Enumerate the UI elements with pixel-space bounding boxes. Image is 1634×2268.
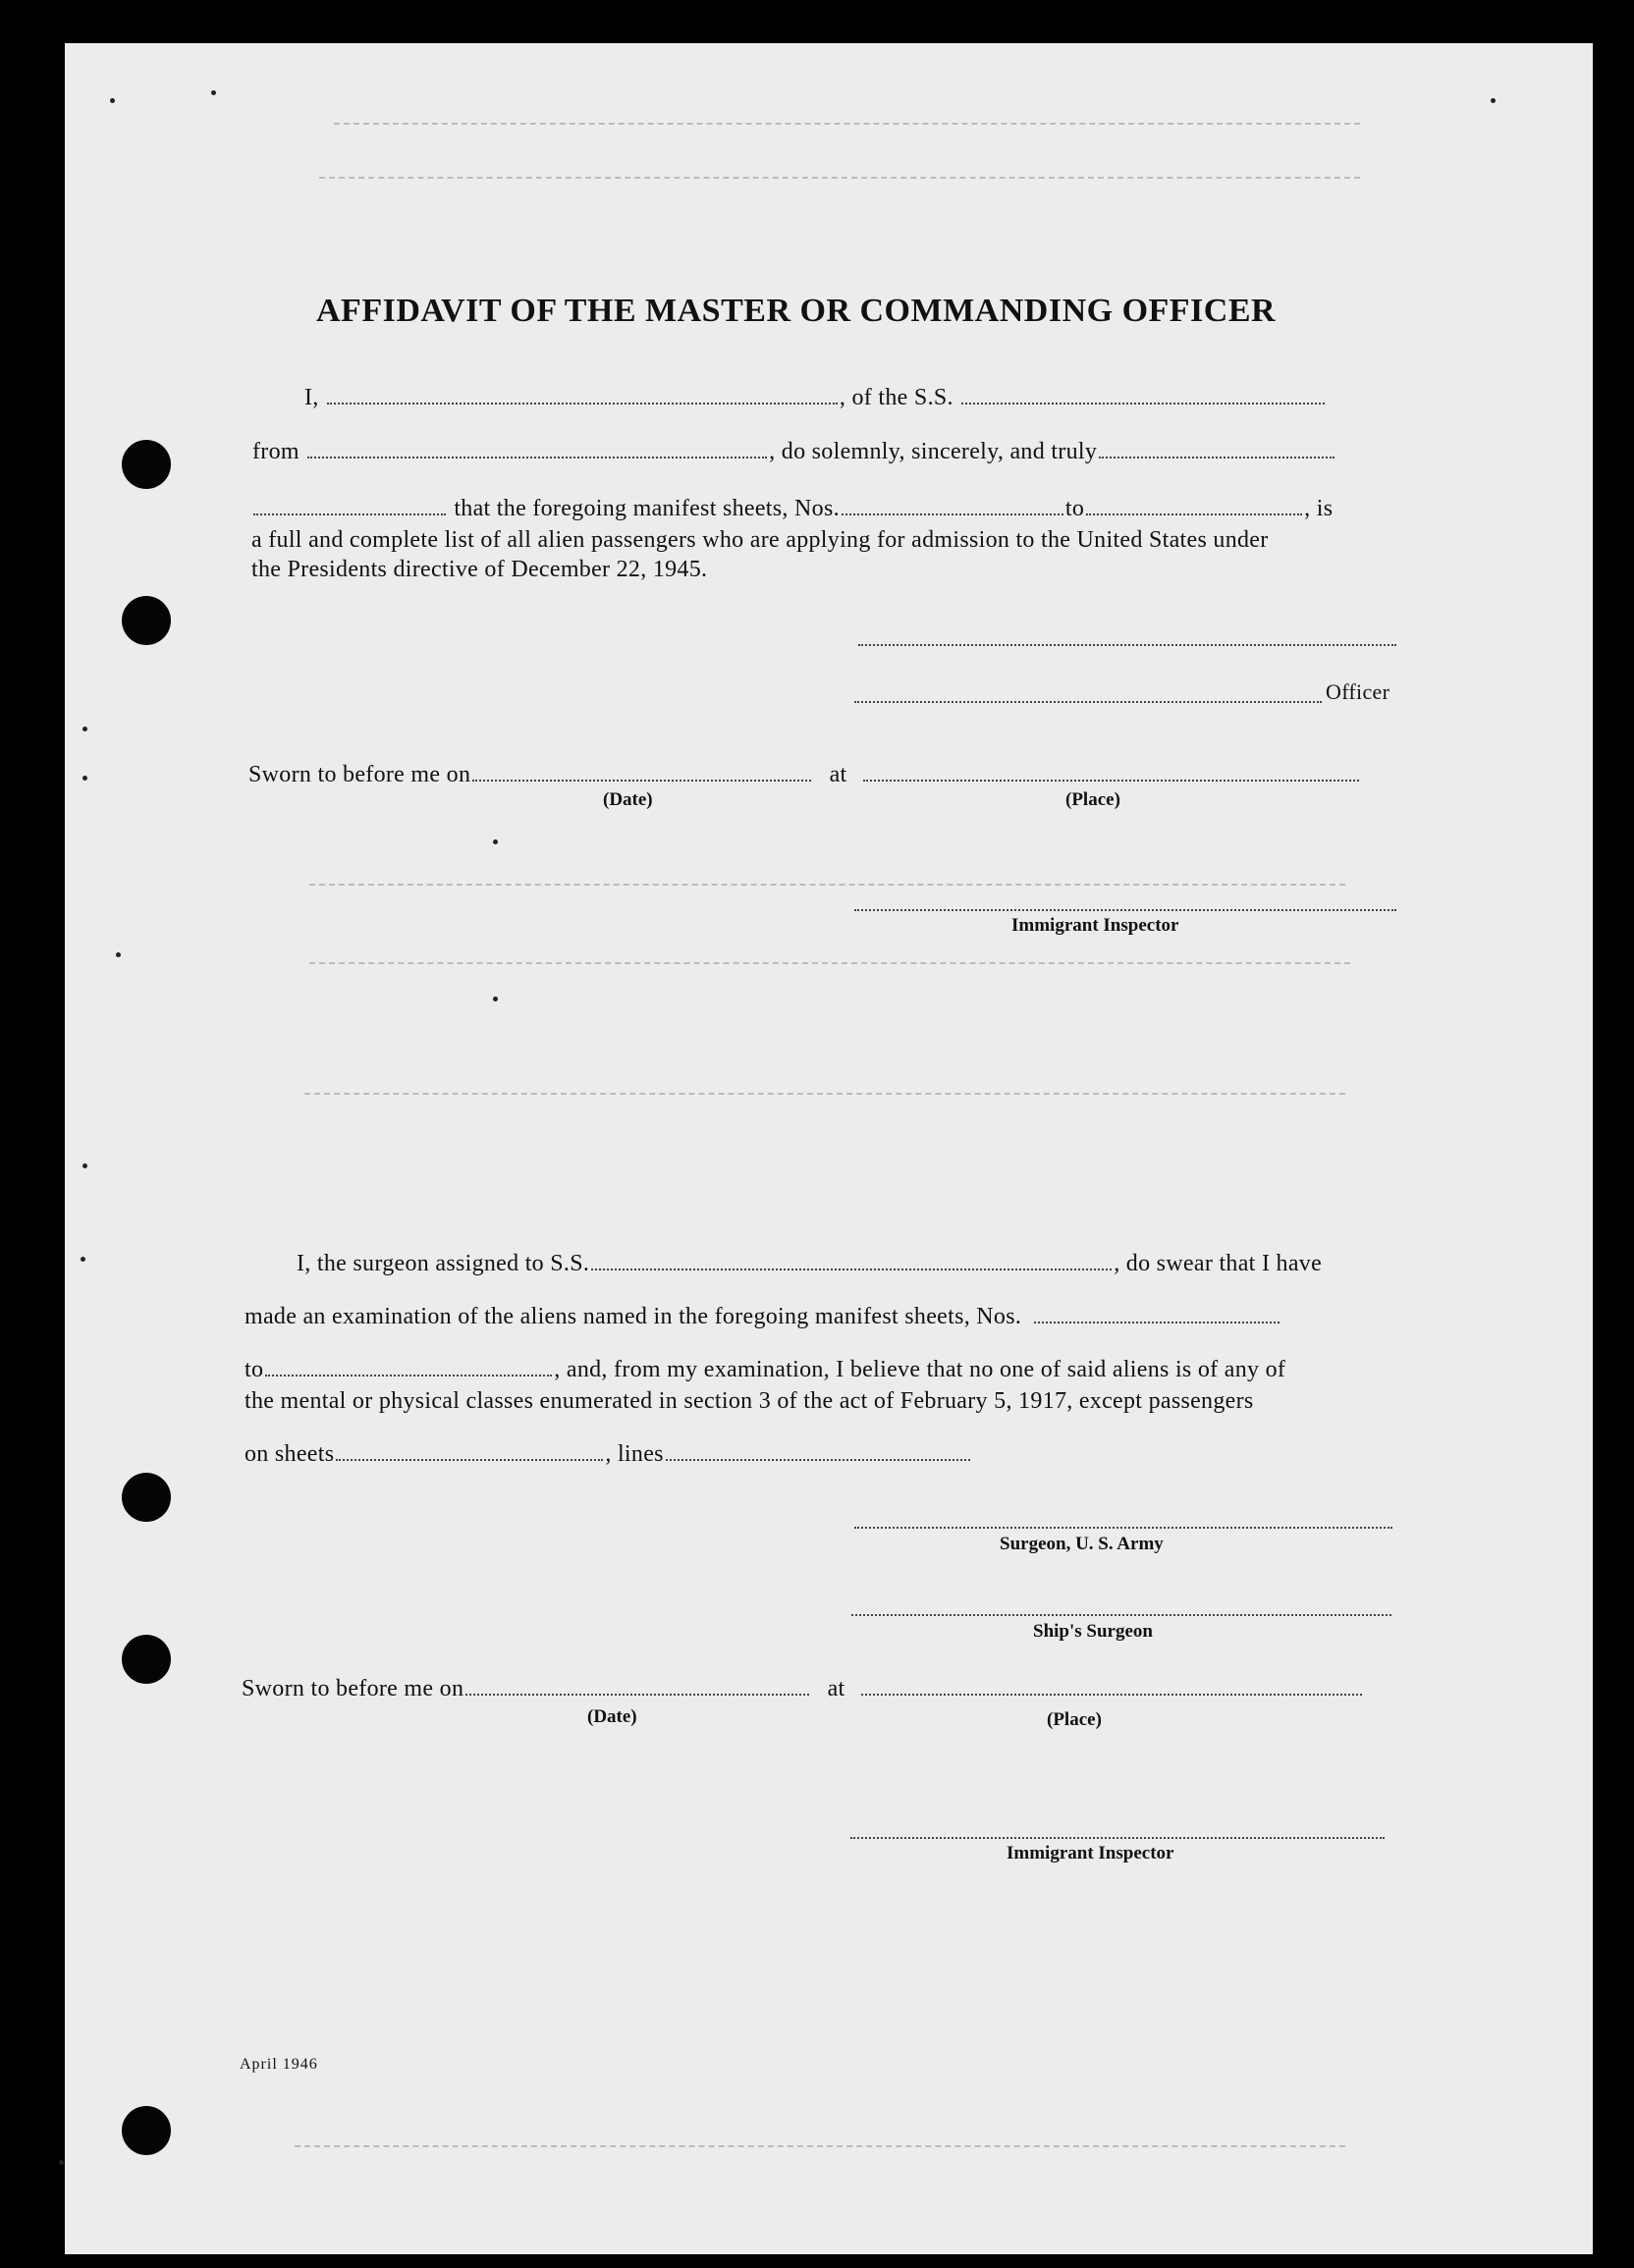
master-line-3-mid: to bbox=[1064, 496, 1085, 521]
surgeon-sworn-line bbox=[242, 1676, 1364, 1702]
speck bbox=[59, 2160, 64, 2165]
punch-hole bbox=[122, 2106, 171, 2155]
bleed-through-line bbox=[309, 884, 1345, 886]
oath-type-field[interactable] bbox=[1099, 457, 1334, 459]
surgeon-sheets-field[interactable] bbox=[336, 1459, 603, 1461]
master-sworn-start: Sworn to before me on bbox=[248, 762, 471, 787]
master-line-1-end: , of the S.S. bbox=[839, 385, 953, 410]
form-date-footer: April 1946 bbox=[240, 2056, 318, 2073]
surgeon-ship-field[interactable] bbox=[591, 1269, 1112, 1270]
punch-hole bbox=[122, 596, 171, 645]
speck bbox=[82, 727, 87, 731]
surgeon-inspector-label: Immigrant Inspector bbox=[1007, 1843, 1174, 1863]
speck bbox=[1491, 98, 1496, 103]
surgeon-line-1-start: I, the surgeon assigned to S.S. bbox=[297, 1251, 590, 1276]
surgeon-sworn-date-field[interactable] bbox=[465, 1694, 809, 1696]
oath-cont-field[interactable] bbox=[253, 513, 446, 515]
bleed-through-line bbox=[309, 962, 1350, 964]
surgeon-sworn-at: at bbox=[827, 1676, 845, 1701]
officer-signature-line-1[interactable] bbox=[858, 644, 1396, 646]
master-inspector-signature-line[interactable] bbox=[854, 909, 1396, 911]
bleed-through-line bbox=[319, 177, 1360, 179]
officer-label: Officer bbox=[1326, 679, 1390, 704]
master-sworn-date-field[interactable] bbox=[472, 780, 811, 782]
punch-hole bbox=[122, 1473, 171, 1522]
sheet-to-field[interactable] bbox=[1086, 513, 1302, 515]
surgeon-line-5-end: , lines bbox=[605, 1441, 664, 1467]
surgeon-line-4: the mental or physical classes enumerated in section 3 of the act of February 5, 1917, except passengers bbox=[245, 1388, 1254, 1414]
surgeon-line-1 bbox=[297, 1251, 1322, 1277]
punch-hole bbox=[122, 1635, 171, 1684]
surgeon-line-3-end: , and, from my examination, I believe that no one of said aliens is of any of bbox=[554, 1357, 1286, 1382]
surgeon-line-5 bbox=[245, 1441, 972, 1468]
speck bbox=[110, 98, 115, 103]
bleed-through-line bbox=[334, 123, 1360, 125]
master-line-1 bbox=[304, 385, 1327, 411]
surgeon-line-2-text: made an examination of the aliens named in the foregoing manifest sheets, Nos. bbox=[245, 1304, 1022, 1329]
surgeon-line-5-start: on sheets bbox=[245, 1441, 335, 1467]
master-line-2-start: from bbox=[252, 439, 300, 464]
surgeon-sheet-from-field[interactable] bbox=[1034, 1322, 1280, 1323]
bleed-through-line bbox=[304, 1093, 1345, 1095]
master-line-2-end: , do solemnly, sincerely, and truly bbox=[769, 439, 1098, 464]
master-name-field[interactable] bbox=[327, 403, 838, 405]
surgeon-line-3-start: to bbox=[245, 1357, 264, 1382]
master-sworn-place-field[interactable] bbox=[863, 780, 1359, 782]
speck bbox=[493, 839, 498, 844]
master-sworn-at: at bbox=[829, 762, 847, 787]
master-line-1-start: I, bbox=[304, 385, 319, 410]
surgeon-line-3 bbox=[245, 1357, 1285, 1383]
speck bbox=[82, 1163, 87, 1168]
army-surgeon-signature-line[interactable] bbox=[854, 1527, 1392, 1529]
bleed-through-line bbox=[295, 2145, 1345, 2147]
master-line-5: the Presidents directive of December 22, 1945. bbox=[251, 557, 708, 582]
master-line-3-end: , is bbox=[1304, 496, 1334, 521]
surgeon-inspector-signature-line[interactable] bbox=[850, 1837, 1385, 1839]
surgeon-place-label: (Place) bbox=[1047, 1709, 1102, 1730]
page-title: AFFIDAVIT OF THE MASTER OR COMMANDING OFFICER bbox=[316, 293, 1277, 329]
surgeon-date-label: (Date) bbox=[587, 1706, 637, 1727]
officer-signature-line-2[interactable] bbox=[854, 701, 1322, 703]
army-surgeon-label: Surgeon, U. S. Army bbox=[1000, 1534, 1164, 1554]
ship-surgeon-signature-line[interactable] bbox=[851, 1614, 1391, 1616]
master-line-2 bbox=[252, 439, 1336, 465]
surgeon-line-2 bbox=[245, 1304, 1281, 1330]
speck bbox=[211, 90, 216, 95]
speck bbox=[493, 997, 498, 1001]
master-line-4: a full and complete list of all alien passengers who are applying for admission to the United States under bbox=[251, 527, 1269, 553]
sheet-from-field[interactable] bbox=[842, 513, 1063, 515]
port-from-field[interactable] bbox=[307, 457, 767, 459]
surgeon-lines-field[interactable] bbox=[666, 1459, 970, 1461]
punch-hole bbox=[122, 440, 171, 489]
surgeon-sworn-place-field[interactable] bbox=[861, 1694, 1362, 1696]
surgeon-sworn-start: Sworn to before me on bbox=[242, 1676, 464, 1701]
ship-name-field[interactable] bbox=[961, 403, 1325, 405]
surgeon-sheet-to-field[interactable] bbox=[265, 1375, 552, 1377]
master-line-3-start: that the foregoing manifest sheets, Nos. bbox=[454, 496, 840, 521]
master-date-label: (Date) bbox=[603, 789, 653, 810]
ship-surgeon-label: Ship's Surgeon bbox=[1033, 1621, 1153, 1642]
speck bbox=[116, 952, 121, 957]
surgeon-line-1-end: , do swear that I have bbox=[1114, 1251, 1323, 1276]
document-page bbox=[65, 43, 1593, 2254]
master-sworn-line bbox=[248, 762, 1361, 788]
speck bbox=[82, 776, 87, 781]
master-line-3 bbox=[251, 496, 1333, 522]
master-inspector-label: Immigrant Inspector bbox=[1011, 915, 1179, 936]
master-place-label: (Place) bbox=[1065, 789, 1120, 810]
speck bbox=[81, 1257, 85, 1262]
